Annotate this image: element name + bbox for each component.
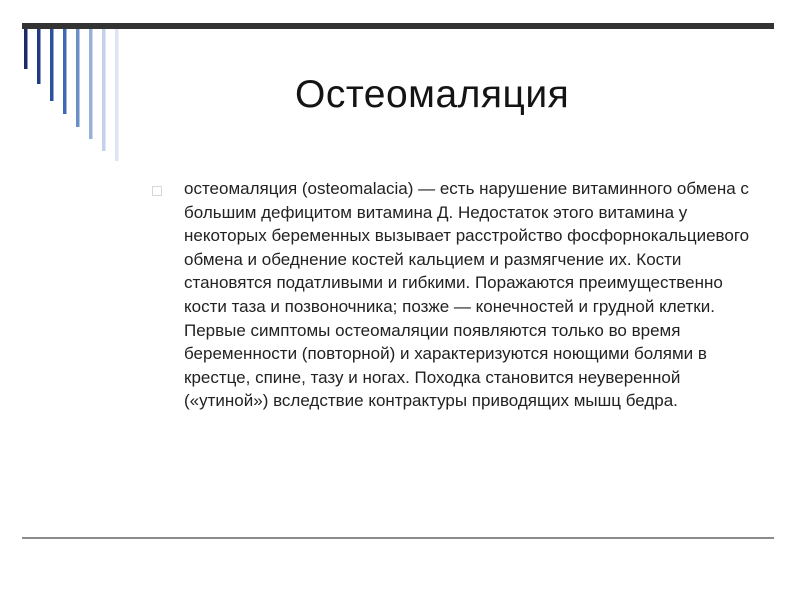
body-text xyxy=(184,177,754,413)
stripe-4 xyxy=(63,29,67,114)
stripe-1 xyxy=(24,29,28,69)
top-rule xyxy=(22,23,774,29)
stripe-5 xyxy=(76,29,80,127)
stripe-6 xyxy=(89,29,93,139)
bottom-rule xyxy=(22,537,774,539)
decorative-stripes xyxy=(22,29,132,169)
slide-title: Остеомаляция xyxy=(295,73,570,116)
paragraph-definition: остеомаляция (osteomalacia) — есть нарушение витаминного обмена с большим дефицитом витамина Д. Недостаток этого витамина у некоторых беременных вызывает расстройство фосфорнокальциевого обмена и обеднение костей кальцием и размягчение их. Кости становятся податливыми и гибкими. Поражаются преимущественно кости таза и позвоночника; позже — конечностей и грудной клетки. xyxy=(184,179,750,316)
stripe-8 xyxy=(115,29,119,161)
stripe-7 xyxy=(102,29,106,151)
stripe-2 xyxy=(37,29,41,84)
stripe-3 xyxy=(50,29,54,101)
bullet-square-icon xyxy=(152,186,162,196)
paragraph-symptoms: Первые симптомы остеомаляции появляются только во время беременности (повторной) и характеризуются ноющими болями в крестце, спине, тазу и ногах. Походка становится неуверенной («утиной») вследствие контрактуры приводящих мышц бедра. xyxy=(184,320,707,411)
